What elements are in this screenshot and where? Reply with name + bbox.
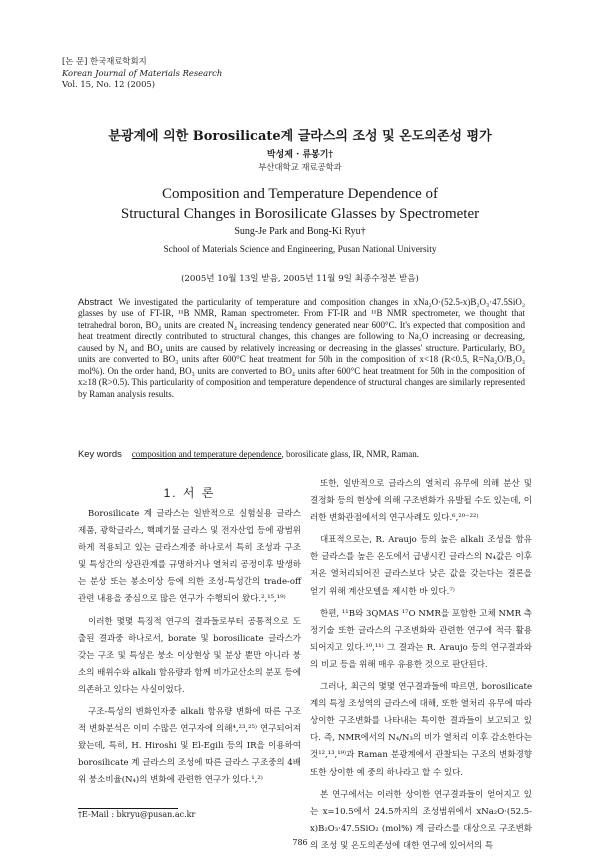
title-english	[0, 184, 600, 224]
keywords-label: Key words	[78, 448, 122, 459]
paragraph: 이러한 몇몇 특징적 연구의 결과들로부터 공통적으로 도출된 결과중 하나로서, borate 및 borosilicate 글라스가 갖는 구조 및 특성은 붕소 이상현상 및 분상 뿐만 아니라 붕소의 배위수와 alkali 함유량과 함께 비가교산소의 분포 등에 의존하고 있다는 사실이었다.	[78, 616, 301, 695]
section-heading: 1. 서 론	[163, 486, 216, 500]
footnote-email: †E-Mail : bkryu@pusan.ac.kr	[78, 810, 196, 819]
affiliation-korean: 부산대학교 재료공학과	[258, 162, 342, 172]
paragraph: 본 연구에서는 이러한 상이한 연구결과들이 얻어지고 있는 x=10.5에서 24.5까지의 조성범위에서 xNa₂O·(52.5-x)B₂O₃·47.5SiO₂ (mol%) 계 글라스를 대상으로 구조변화의 조성 및 온도의존성에 대한 연구에 있어서의 특	[310, 789, 532, 851]
authors-english: Sung-Je Park and Bong-Ki Ryu†	[234, 226, 366, 237]
title-english-line-2: Structural Changes in Borosilicate Glasses by Spectrometer	[120, 206, 480, 222]
affiliation-english: School of Materials Science and Engineering, Pusan National University	[163, 245, 437, 255]
abstract-text: We investigated the particularity of temperature and composition changes in xNa₂O·(52.5-x)B₂O₃·47.5SiO₂ glasses by use of FT-IR, ¹¹B NMR, Raman spectrometer. From FT-IR and ¹¹B NMR spectrometer, we thought that tetrahedral boron, BO₄ units are created N₄ increasing tendency generated near 600°C. It's expected that composition and heat treatment directly contributed to structural changes, this changes are following to Na₂O increasing or decreasing, caused by N₄ and BO₄ units are caused by relatively increasing or decreasing in the glasses' structure. Particularly, BO₄ units are converted to BO₃ units after 600°C heat treatment for 50h in the composition of x<18 (R<0.5, R=Na₂O/B₂O₃ mol%). On the order hand, BO₃ units are converted to BO₄ units after 600°C heat treatment for 50h in the composition of x≥18 (R>0.5). This particularity of composition and temperature dependence of structural changes are similarly represented by Raman analysis results.	[78, 297, 525, 399]
received-dates: (2005년 10월 13일 받음, 2005년 11월 9일 최종수정본 받음)	[181, 274, 419, 284]
abstract	[78, 296, 525, 400]
footnote-rule	[78, 808, 178, 809]
authors-korean: 박성제 · 류봉기†	[266, 150, 334, 160]
title-english-line-1: Composition and Temperature Dependence of	[161, 186, 439, 202]
paragraph: 구조-특성의 변화인자중 alkali 함유량 변화에 따른 구조적 변화분석은 이미 수많은 연구자에 의해⁴,²³,²⁵⁾ 연구되어져 왔는데, 특히, H. Hiroshi 및 El-Egili 등의 IR을 이용하여 borosilicate 계 글라스의 조성에 따른 글라스 구조중의 4배위 붕소비율(N₄)의 변화에 관련한 연구가 있다.¹,²⁾	[78, 707, 301, 786]
keywords	[78, 448, 419, 459]
paragraph: 또한, 일반적으로 글라스의 열처리 유무에 의해 분산 및 결정화 등의 현상에 의해 구조변화가 유발될 수도 있는데, 이러한 변화관점에서의 연구사례도 있다.⁶,²⁰⁻²²⁾	[310, 479, 532, 524]
journal-volume: Vol. 15, No. 12 (2005)	[62, 79, 156, 89]
body-column-right	[310, 476, 532, 860]
journal-header	[62, 56, 222, 91]
journal-name-ko: [논 문] 한국재료학회지	[62, 56, 147, 66]
paragraph: 한편, ¹¹B와 3QMAS ¹⁷O NMR을 포함한 고체 NMR 측정기술 또한 글라스의 구조변화와 관련한 연구에 적극 활용되어지고 있다.¹⁰,¹¹⁾ 그 결과는 R. Araujo 등의 연구결과와의 비교 등을 위해 매우 유용한 것으로 판단된다.	[310, 608, 532, 670]
body-column-left	[78, 506, 301, 795]
paragraph: Borosilicate 계 글라스는 일반적으로 실험실용 글라스 제품, 광학글라스, 핵폐기물 글라스 및 전자산업 등에 광범위하게 적용되고 있는 글라스계중 하나로서 특히 조성과 구조 및 특성간의 상관관계를 규명하거나 열처리 공정이후 발생하는 분상 또는 봉소이상 등에 의한 조성-특성간의 trade-off 관련 내용을 중심으로 많은 연구가 수행되어 왔다.²,¹⁵,¹⁹⁾	[78, 509, 301, 605]
abstract-label: Abstract	[78, 296, 113, 307]
title-korean: 분광계에 의한 Borosilicate계 글라스의 조성 및 온도의존성 평가	[108, 129, 492, 144]
paragraph: 그러나, 최근의 몇몇 연구결과들에 따르면, borosilicate 계의 특정 조성역의 글라스에 대해, 또한 열처리 유무에 따라 상이한 구조변화를 나타내는 특이한 결과들이 보고되고 있다. 즉, NMR에서의 N₄/N₃의 비가 열처리 이후 감소한다는 것¹²,¹³,¹⁹⁾과 Raman 분광계에서 관찰되는 구조의 변화경향 또한 상이한 예 중의 하나라고 할 수 있다.	[310, 682, 532, 778]
keywords-rest: , borosilicate glass, IR, NMR, Raman.	[281, 449, 419, 459]
journal-name-en: Korean Journal of Materials Research	[62, 67, 223, 78]
keyword-underlined: composition and temperature dependence	[131, 449, 282, 459]
paragraph: 대표적으로는, R. Araujo 등의 높은 alkali 조성을 함유한 글라스를 높은 온도에서 급냉시킨 글라스의 N₄값은 이후 저온 열처리되어진 글라스보다 낮은 값을 갖는다는 결론을 얻기 위해 계산모델을 제시한 바 있다.⁷⁾	[310, 535, 532, 597]
page-number: 786	[292, 838, 308, 847]
